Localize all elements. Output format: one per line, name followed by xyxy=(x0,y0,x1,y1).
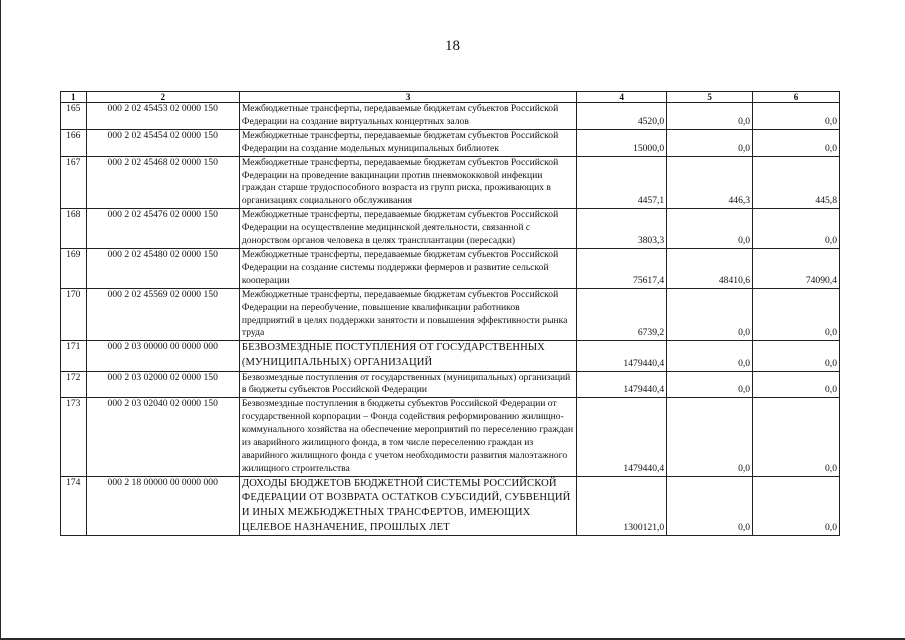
amount-col4-cell: 4520,0 xyxy=(577,103,667,130)
row-number-cell: 169 xyxy=(61,248,87,288)
amount-col4-cell: 1300121,0 xyxy=(577,476,667,535)
amount-col6-cell: 0,0 xyxy=(753,371,840,398)
amount-col4-cell: 4457,1 xyxy=(577,156,667,209)
amount-col4-cell: 1479440,4 xyxy=(577,398,667,476)
amount-col5-cell: 0,0 xyxy=(667,103,753,130)
amount-col5-cell: 0,0 xyxy=(667,371,753,398)
table-row xyxy=(61,129,840,156)
amount-col6-cell: 0,0 xyxy=(753,398,840,476)
budget-code-cell: 000 2 02 45454 02 0000 150 xyxy=(86,129,239,156)
scan-left-border xyxy=(0,0,1,640)
description-cell: Межбюджетные трансферты, передаваемые бюджетам субъектов Российской Федерации на переобучение, повышение квалификации работников предприятий в целях поддержки занятости и повышения эффективности рынка труда xyxy=(239,288,576,341)
description-cell: Межбюджетные трансферты, передаваемые бюджетам субъектов Российской Федерации на создание системы поддержки фермеров и развитие сельской кооперации xyxy=(239,248,576,288)
description-cell: ДОХОДЫ БЮДЖЕТОВ БЮДЖЕТНОЙ СИСТЕМЫ РОССИЙСКОЙ ФЕДЕРАЦИИ ОТ ВОЗВРАТА ОСТАТКОВ СУБСИДИЙ, СУБВЕНЦИЙ И ИНЫХ МЕЖБЮДЖЕТНЫХ ТРАНСФЕРТОВ, ИМЕЮЩИХ ЦЕЛЕВОЕ НАЗНАЧЕНИЕ, ПРОШЛЫХ ЛЕТ xyxy=(239,476,576,535)
column-header: 3 xyxy=(239,92,576,103)
row-number-cell: 173 xyxy=(61,398,87,476)
budget-revenue-table xyxy=(60,91,840,536)
row-number-cell: 170 xyxy=(61,288,87,341)
amount-col6-cell: 0,0 xyxy=(753,288,840,341)
description-cell: Безвозмездные поступления от государственных (муниципальных) организаций в бюджеты субъектов Российской Федерации xyxy=(239,371,576,398)
column-header: 2 xyxy=(86,92,239,103)
amount-col4-cell: 75617,4 xyxy=(577,248,667,288)
amount-col6-cell: 0,0 xyxy=(753,103,840,130)
amount-col5-cell: 0,0 xyxy=(667,288,753,341)
table-row xyxy=(61,156,840,209)
budget-code-cell: 000 2 02 45480 02 0000 150 xyxy=(86,248,239,288)
row-number-cell: 167 xyxy=(61,156,87,209)
amount-col4-cell: 6739,2 xyxy=(577,288,667,341)
budget-code-cell: 000 2 02 45468 02 0000 150 xyxy=(86,156,239,209)
column-header: 6 xyxy=(753,92,840,103)
page-number: 18 xyxy=(445,38,460,54)
amount-col5-cell: 0,0 xyxy=(667,476,753,535)
table-row xyxy=(61,209,840,249)
description-cell: Межбюджетные трансферты, передаваемые бюджетам субъектов Российской Федерации на осуществление медицинской деятельности, связанной с донорством органов человека в целях трансплантации (пересадки) xyxy=(239,209,576,249)
amount-col5-cell: 0,0 xyxy=(667,209,753,249)
column-header: 5 xyxy=(667,92,753,103)
budget-code-cell: 000 2 03 00000 00 0000 000 xyxy=(86,341,239,371)
table-row xyxy=(61,398,840,476)
budget-code-cell: 000 2 02 45569 02 0000 150 xyxy=(86,288,239,341)
budget-code-cell: 000 2 03 02040 02 0000 150 xyxy=(86,398,239,476)
table-row xyxy=(61,341,840,371)
amount-col6-cell: 0,0 xyxy=(753,209,840,249)
description-cell: Межбюджетные трансферты, передаваемые бюджетам субъектов Российской Федерации на создание модельных муниципальных библиотек xyxy=(239,129,576,156)
row-number-cell: 166 xyxy=(61,129,87,156)
table-row xyxy=(61,476,840,535)
amount-col5-cell: 446,3 xyxy=(667,156,753,209)
amount-col4-cell: 1479440,4 xyxy=(577,341,667,371)
table-row xyxy=(61,371,840,398)
description-cell: БЕЗВОЗМЕЗДНЫЕ ПОСТУПЛЕНИЯ ОТ ГОСУДАРСТВЕННЫХ (МУНИЦИПАЛЬНЫХ) ОРГАНИЗАЦИЙ xyxy=(239,341,576,371)
column-number-header-row xyxy=(61,92,840,103)
row-number-cell: 174 xyxy=(61,476,87,535)
table-row xyxy=(61,288,840,341)
amount-col6-cell: 0,0 xyxy=(753,341,840,371)
amount-col4-cell: 3803,3 xyxy=(577,209,667,249)
budget-code-cell: 000 2 18 00000 00 0000 000 xyxy=(86,476,239,535)
budget-code-cell: 000 2 02 45476 02 0000 150 xyxy=(86,209,239,249)
row-number-cell: 165 xyxy=(61,103,87,130)
amount-col5-cell: 0,0 xyxy=(667,398,753,476)
amount-col6-cell: 445,8 xyxy=(753,156,840,209)
description-cell: Межбюджетные трансферты, передаваемые бюджетам субъектов Российской Федерации на создание виртуальных концертных залов xyxy=(239,103,576,130)
description-cell: Безвозмездные поступления в бюджеты субъектов Российской Федерации от государственной корпорации – Фонда содействия реформированию жилищно-коммунального хозяйства на обеспечение мероприятий по переселению граждан из аварийного жилищного фонда, в том числе переселению граждан из аварийного жилищного фонда с учетом необходимости развития малоэтажного жилищного строительства xyxy=(239,398,576,476)
table-row xyxy=(61,248,840,288)
table-row xyxy=(61,103,840,130)
amount-col6-cell: 0,0 xyxy=(753,476,840,535)
amount-col4-cell: 15000,0 xyxy=(577,129,667,156)
amount-col6-cell: 0,0 xyxy=(753,129,840,156)
amount-col5-cell: 48410,6 xyxy=(667,248,753,288)
budget-code-cell: 000 2 02 45453 02 0000 150 xyxy=(86,103,239,130)
row-number-cell: 172 xyxy=(61,371,87,398)
budget-code-cell: 000 2 03 02000 02 0000 150 xyxy=(86,371,239,398)
description-cell: Межбюджетные трансферты, передаваемые бюджетам субъектов Российской Федерации на проведение вакцинации против пневмококковой инфекции граждан старше трудоспособного возраста из групп риска, проживающих в организациях социального обслуживания xyxy=(239,156,576,209)
amount-col5-cell: 0,0 xyxy=(667,341,753,371)
column-header: 4 xyxy=(577,92,667,103)
row-number-cell: 168 xyxy=(61,209,87,249)
column-header: 1 xyxy=(61,92,87,103)
amount-col5-cell: 0,0 xyxy=(667,129,753,156)
amount-col6-cell: 74090,4 xyxy=(753,248,840,288)
row-number-cell: 171 xyxy=(61,341,87,371)
amount-col4-cell: 1479440,4 xyxy=(577,371,667,398)
